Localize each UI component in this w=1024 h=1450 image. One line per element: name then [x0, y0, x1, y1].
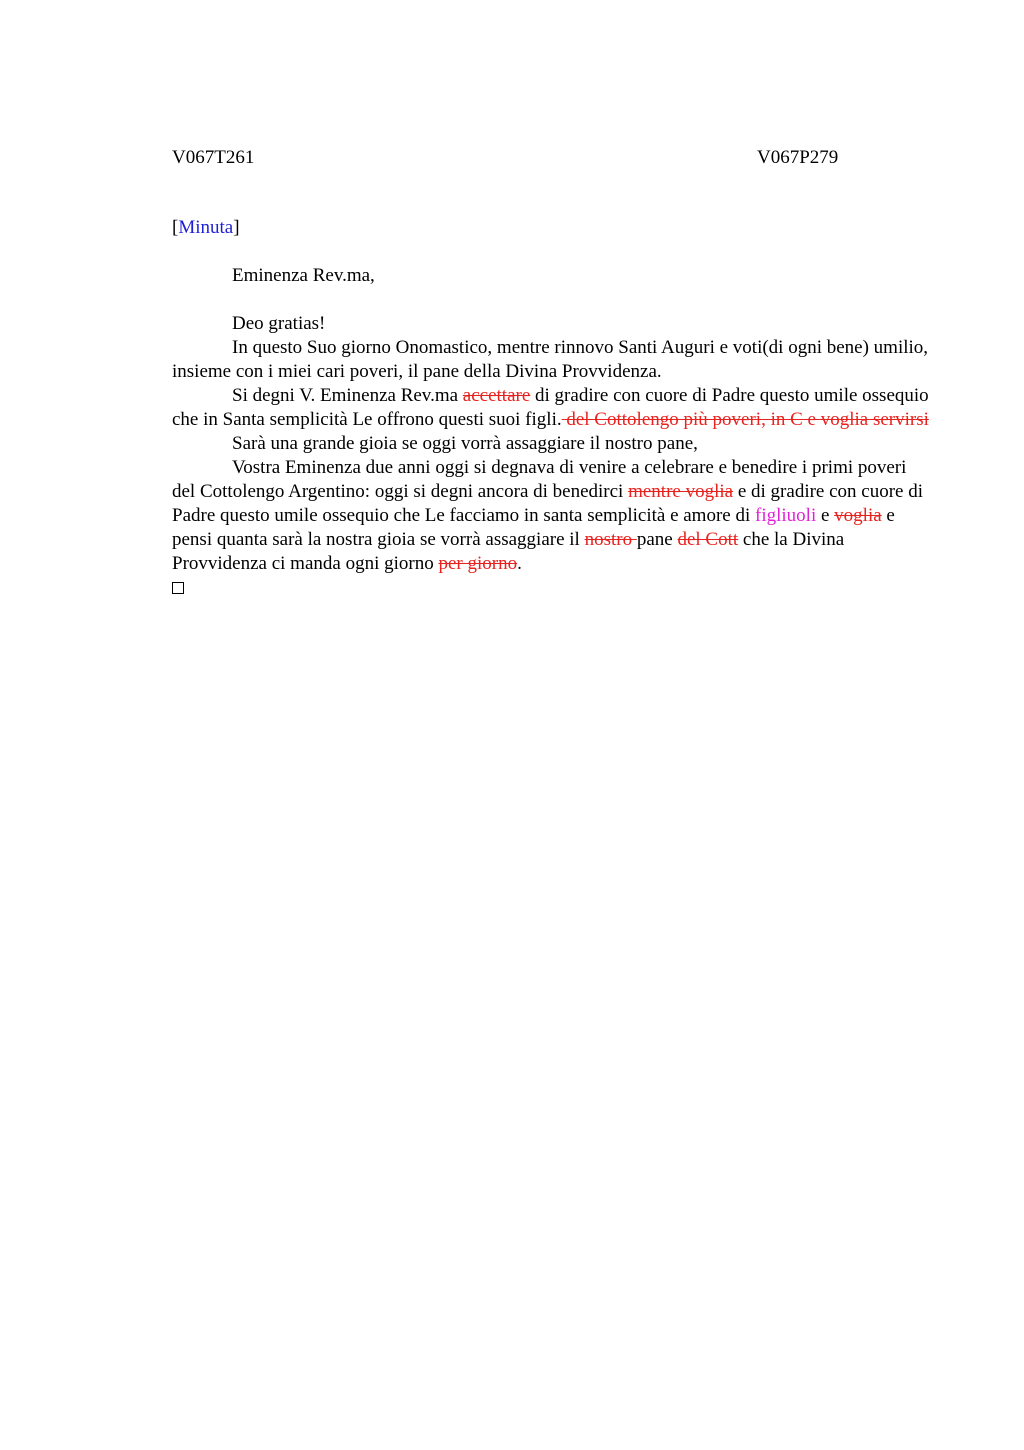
end-box-icon [172, 576, 934, 601]
bracket-open: [ [172, 217, 179, 238]
document-code-right: V067P279 [757, 147, 839, 168]
bracket-close: ] [233, 217, 240, 238]
draft-label-word: Minuta [178, 217, 234, 238]
deleted-text: per giorno [438, 553, 518, 574]
paragraph-5: Vostra Eminenza due anni oggi si degnava di venire a celebrare e benedire i primi poveri del Cottolengo Argentino: oggi si degni ancora di benedirci mentre voglia e di gradire con cuore di Padre questo umile ossequio che Le facciamo in santa semplicità e amore di figliuoli e voglia e pensi quanta sarà la nostra gioia se vorrà assaggiare il nostro pane del Cott che la Divina Provvidenza ci manda ogni giorno per giorno. [172, 457, 924, 574]
document-code-left: V067T261 [172, 147, 255, 168]
paragraph-3: Si degni V. Eminenza Rev.ma accettare di gradire con cuore di Padre questo umile ossequio che in Santa semplicità Le offrono questi suoi figli. del Cottolengo più poveri, in C e voglia servirsi [172, 385, 929, 430]
highlighted-word: figliuoli [755, 505, 817, 526]
deleted-text: del Cottolengo più poveri, in C e voglia servirsi [561, 409, 929, 430]
letter-body [172, 216, 934, 601]
deleted-text: voglia [834, 505, 882, 526]
draft-label [172, 216, 934, 240]
paragraph-4: Sarà una grande gioia se oggi vorrà assaggiare il nostro pane, [232, 433, 698, 454]
paragraph-2: In questo Suo giorno Onomastico, mentre rinnovo Santi Auguri e voti(di ogni bene) umilio, insieme con i miei cari poveri, il pane della Divina Provvidenza. [172, 337, 929, 382]
deleted-text: nostro [584, 529, 637, 550]
salutation: Eminenza Rev.ma, [232, 265, 375, 286]
deleted-text: accettare [462, 385, 531, 406]
deleted-text: del Cott [677, 529, 739, 550]
paragraph-1: Deo gratias! [232, 313, 326, 334]
deleted-text: mentre voglia [628, 481, 734, 502]
